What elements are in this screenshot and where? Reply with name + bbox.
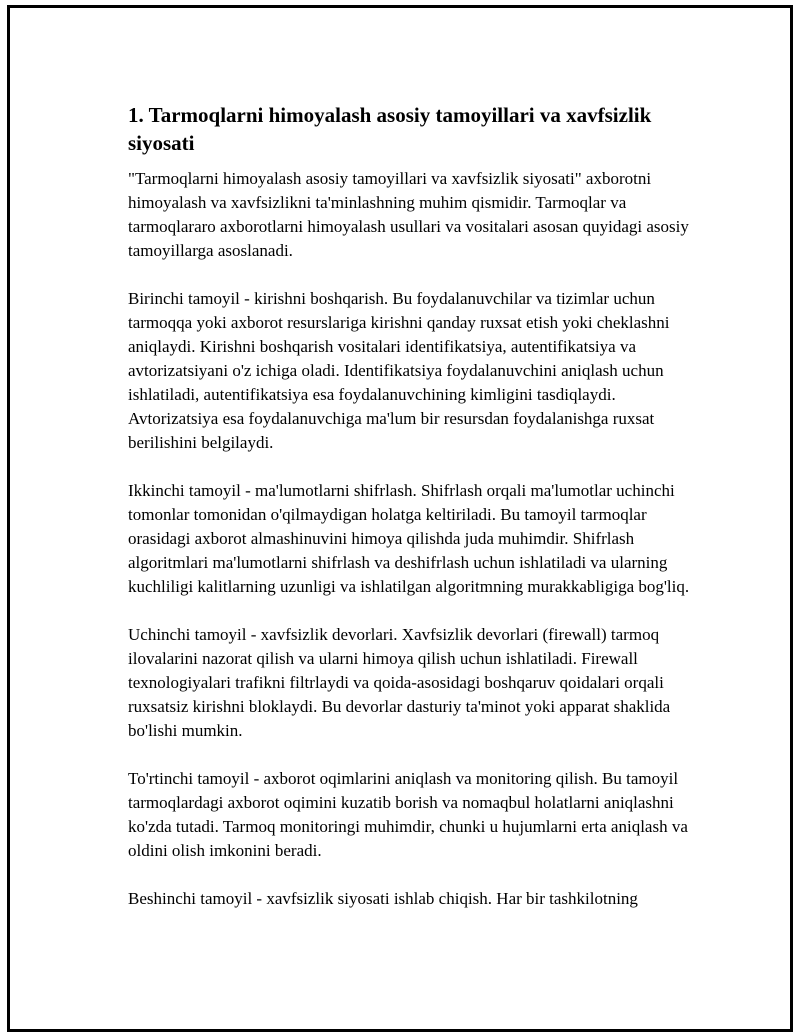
section-heading: 1. Tarmoqlarni himoyalash asosiy tamoyillari va xavfsizlik siyosati	[128, 103, 652, 155]
document-body	[128, 101, 698, 935]
paragraph-principle-3: Uchinchi tamoyil - xavfsizlik devorlari. Xavfsizlik devorlari (firewall) tarmoq ilovalarini nazorat qilish va ularni himoya qilish uchun ishlatiladi. Firewall texnologiyalari trafikni filtrlaydi va qoida-asosidagi boshqaruv qoidalari orqali ruxsatsiz kirishni bloklaydi. Bu devorlar dasturiy ta'minot yoki apparat shaklida bo'lishi mumkin.	[128, 625, 671, 740]
paragraph-principle-2: Ikkinchi tamoyil - ma'lumotlarni shifrlash. Shifrlash orqali ma'lumotlar uchinchi tomonlar tomonidan o'qilmaydigan holatga keltiriladi. Bu tamoyil tarmoqlar orasidagi axborot almashinuvini himoya qilishda juda muhimdir. Shifrlash algoritmlari ma'lumotlarni shifrlash va deshifrlash uchun ishlatiladi va ularning kuchliligi kalitlarning uzunligi va ishlatilgan algoritmning murakkabligiga bog'liq.	[128, 481, 690, 596]
paragraph-principle-1: Birinchi tamoyil - kirishni boshqarish. Bu foydalanuvchilar va tizimlar uchun tarmoqqa yoki axborot resurslariga kirishni qanday ruxsat etish yoki cheklashni aniqlaydi. Kirishni boshqarish vositalari identifikatsiya, autentifikatsiya va avtorizatsiyani o'z ichiga oladi. Identifikatsiya foydalanuvchini aniqlash uchun ishlatiladi, autentifikatsiya esa foydalanuvchining kimligini tasdiqlaydi. Avtorizatsiya esa foydalanuvchiga ma'lum bir resursdan foydalanishga ruxsat berilishini belgilaydi.	[128, 289, 670, 452]
document-page	[7, 5, 793, 1032]
paragraph-principle-4: To'rtinchi tamoyil - axborot oqimlarini aniqlash va monitoring qilish. Bu tamoyil tarmoqlardagi axborot oqimini kuzatib borish va nomaqbul holatlarni aniqlashni ko'zda tutadi. Tarmoq monitoringi muhimdir, chunki u hujumlarni erta aniqlash va oldini olish imkonini beradi.	[128, 769, 688, 860]
paragraph-principle-5: Beshinchi tamoyil - xavfsizlik siyosati ishlab chiqish. Har bir tashkilotning	[128, 889, 638, 908]
paragraph-intro: "Tarmoqlarni himoyalash asosiy tamoyillari va xavfsizlik siyosati" axborotni himoyalash va xavfsizlikni ta'minlashning muhim qismidir. Tarmoqlar va tarmoqlararo axborotlarni himoyalash usullari va vositalari asosan quyidagi asosiy tamoyillarga asoslanadi.	[128, 169, 689, 260]
